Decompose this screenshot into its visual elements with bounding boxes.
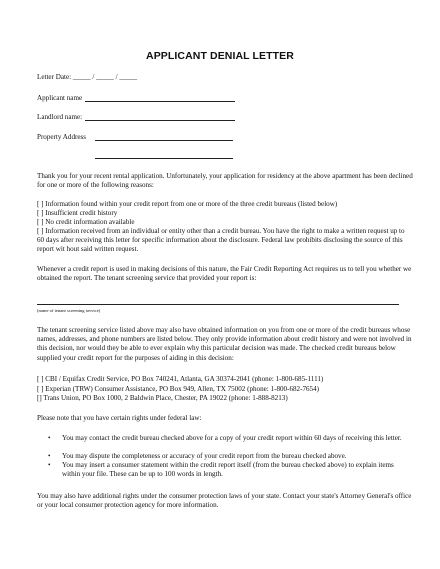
intro-paragraph: Thank you for your recent rental application. Unfortunately, your application for residency at the above apartment has been declined for one or more of the following reasons:	[37, 172, 413, 190]
reason-item[interactable]: [ ] Information found within your credit report from one or more of the three credit bureaus (listed below)	[37, 200, 338, 208]
bullet-icon: •	[48, 434, 51, 442]
rights-intro: Please note that you have certain rights under federal law:	[37, 414, 202, 422]
closing-paragraph: You may also have additional rights under the consumer protection laws of your state. Contact your state's Attorney General's office or your local consumer protection agency for more information.	[37, 492, 412, 510]
bureau-item[interactable]: [ ] Experian (TRW) Consumer Assistance, PO Box 949, Allen, TX 75002 (phone: 1-800-682-7654)	[37, 385, 320, 393]
applicant-name-label: Applicant name	[37, 94, 83, 102]
letter-title: APPLICANT DENIAL LETTER	[146, 50, 294, 62]
right-item: You may contact the credit bureau checked above for a copy of your credit report within 60 days of receiving this letter.	[62, 434, 402, 442]
reason-item[interactable]: [ ] Information received from an individual or entity other than a credit bureau. You have the right to make a written request up to 60 days after receiving this letter for specific information about the disclosure. Federal law prohibits disclosing the source of this report wit hout said written request.	[37, 227, 405, 254]
screening-service-line[interactable]	[37, 304, 399, 305]
bureau-item[interactable]: [] Trans Union, PO Box 1000, 2 Baldwin Place, Chester, PA 19022 (phone: 1-888-8213)	[37, 394, 288, 402]
bullet-icon: •	[48, 461, 51, 469]
property-address-label: Property Address	[37, 133, 87, 141]
reason-item[interactable]: [ ] No credit information available	[37, 218, 135, 226]
landlord-name-line[interactable]	[85, 120, 235, 121]
applicant-name-line[interactable]	[85, 101, 235, 102]
bullet-icon: •	[48, 452, 51, 460]
right-item: You may dispute the completeness or accuracy of your credit report from the bureau checked above.	[62, 452, 347, 460]
property-address-line-2[interactable]	[95, 158, 233, 159]
fcra-paragraph: Whenever a credit report is used in making decisions of this nature, the Fair Credit Reporting Act requires us to tell you whether we obtained the report. The tenant screening service that provided your report is:	[37, 265, 412, 283]
letter-date-field[interactable]: Letter Date: _____ / _____ / _____	[37, 73, 138, 81]
bureau-item[interactable]: [ ] CBI / Equifax Credit Service, PO Box 740241, Atlanta, GA 30374-2041 (phone: 1-800-685-1111)	[37, 375, 324, 383]
landlord-name-label: Landlord name:	[37, 113, 83, 121]
screening-service-caption: (name of tenant screening service)	[37, 308, 101, 313]
property-address-line-1[interactable]	[95, 140, 233, 141]
right-item: You may insert a consumer statement within the credit report itself (from the bureau checked above) to explain items within your file. These can be up to 100 words in length.	[62, 461, 394, 479]
reason-item[interactable]: [ ] Insufficient credit history	[37, 209, 118, 217]
screening-paragraph: The tenant screening service listed above may also have obtained information on you from one or more of the credit bureaus whose names, addresses, and phone numbers are listed below. They only provide information about credit history and were not involved in this decision, nor would they be able to ever explain why this particular decision was made. The checked credit bureaus below supplied your credit report for the purposes of aiding in this decision:	[37, 326, 412, 362]
